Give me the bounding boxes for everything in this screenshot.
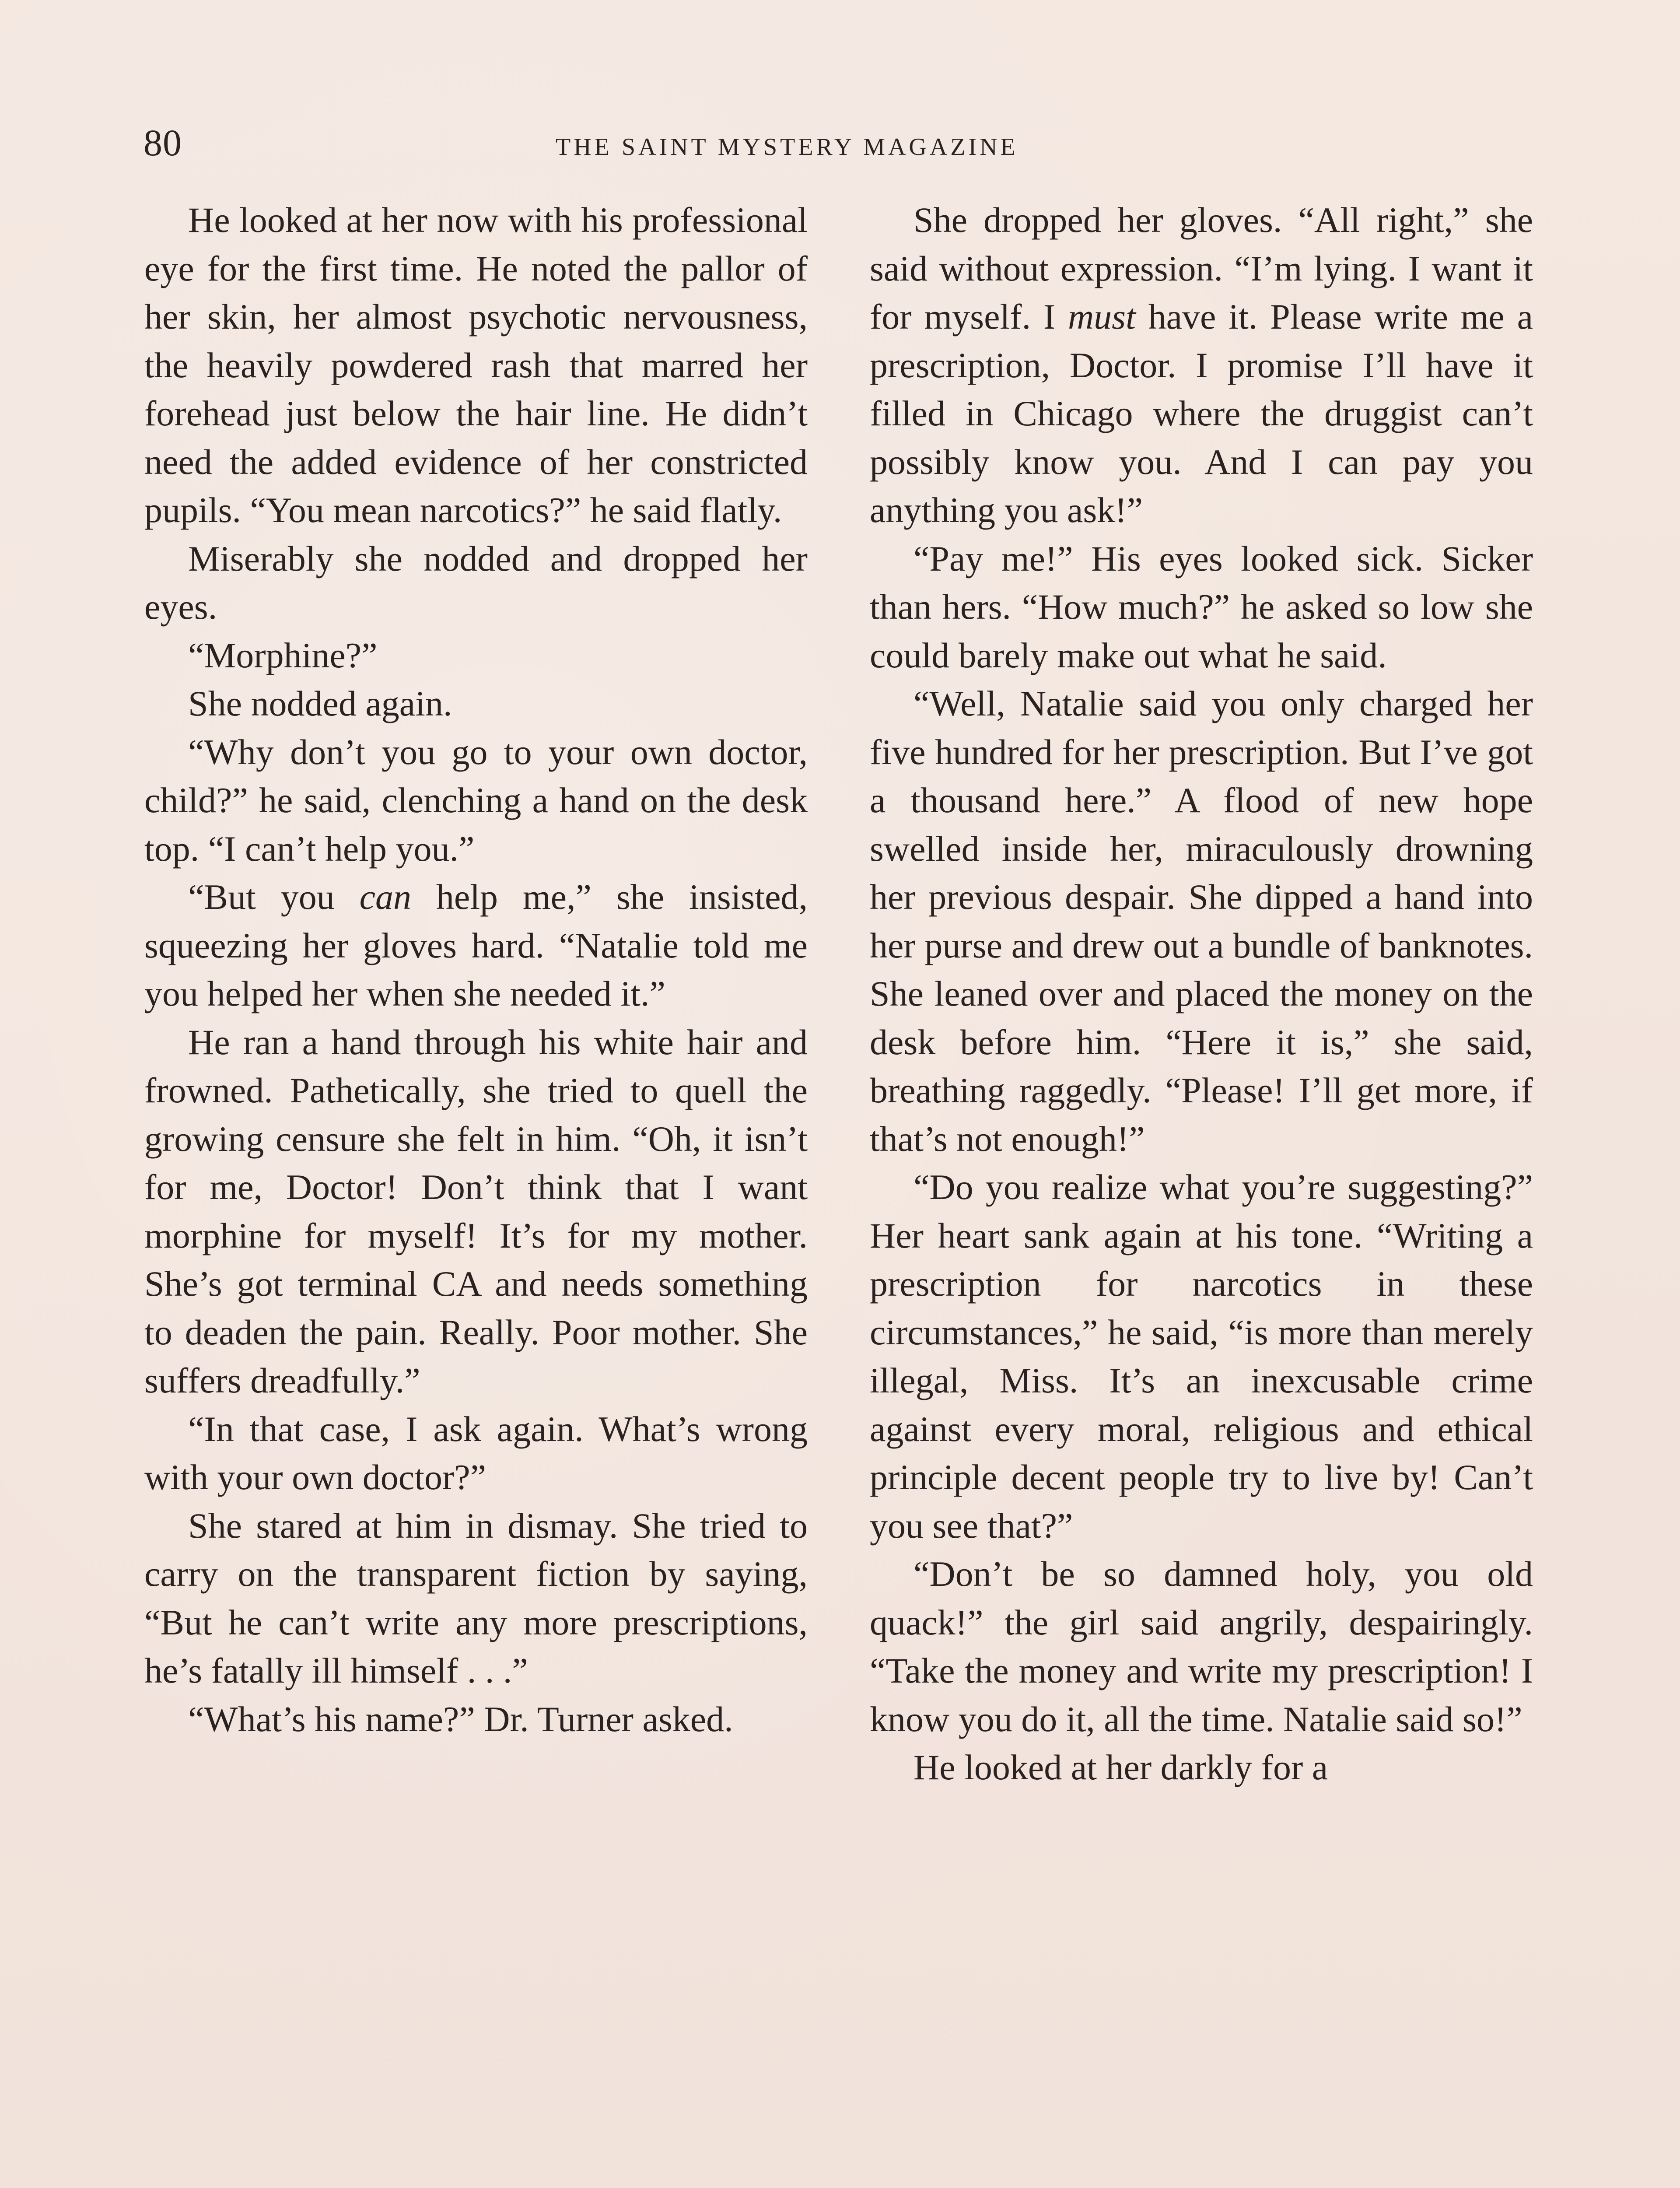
right-column [870,196,1533,1792]
page-number: 80 [144,122,182,164]
text-run: She dropped her gloves. “All right,” she said without expression. “I’m lying. I want it for myself. I [870,200,1533,337]
text-run: “But you [188,877,360,917]
paragraph [870,196,1533,535]
paragraph: He ran a hand through his white hair and frowned. Pathetically, she tried to quell the growing censure she felt in him. “Oh, it isn’t for me, Doctor! Don’t think that I want morphine for myself! It’s for my mother. She’s got terminal CA and needs something to deaden the pain. Really. Poor mother. She suffers dreadfully.” [144,1022,808,1400]
italic-text: can [359,877,411,917]
paragraph: “Do you realize what you’re suggesting?” Her heart sank again at his tone. “Writing a prescription for narcotics in these circumstances,” he said, “is more than merely illegal, Miss. It’s an inexcusable crime against every moral, religious and ethical principle decent people try to live by! Can’t you see that?” [870,1167,1533,1546]
paragraph: Miserably she nodded and dropped her eyes. [144,538,808,627]
italic-text: must [1068,297,1136,337]
text-run: help me,” she insisted, squeezing her gloves hard. “Natalie told me you helped her when she needed it.” [144,877,808,1013]
paragraph: He looked at her darkly for a [914,1747,1328,1787]
paragraph: “Why don’t you go to your own doctor, child?” he said, clenching a hand on the desk top. “I can’t help you.” [144,732,808,869]
paragraph: He looked at her now with his professional eye for the first time. He noted the pallor of her skin, her almost psychotic nervousness, the heavily powdered rash that marred her forehead just below the hair line. He didn’t need the added evidence of her constricted pupils. “You mean narcotics?” he said flatly. [144,200,808,530]
paragraph: She nodded again. [188,684,452,723]
paragraph: “Pay me!” His eyes looked sick. Sicker than hers. “How much?” he asked so low she could barely make out what he said. [870,538,1533,675]
paragraph: “Well, Natalie said you only charged her five hundred for her prescription. But I’ve got a thousand here.” A flood of new hope swelled inside her, miraculously drowning her previous despair. She dipped a hand into her purse and drew out a bundle of banknotes. She leaned over and placed the money on the desk before him. “Here it is,” she said, breathing raggedly. “Please! I’ll get more, if that’s not enough!” [870,684,1533,1159]
paragraph: “In that case, I ask again. What’s wrong with your own doctor?” [144,1409,808,1497]
paragraph: She stared at him in dismay. She tried to carry on the transparent fiction by saying, “But he can’t write any more prescriptions, he’s fatally ill himself . . .” [144,1505,808,1690]
text-run: have it. Please write me a prescription, Doctor. I promise I’ll have it filled in Chicago where the druggist can’t possibly know you. And I can pay you anything you ask!” [870,297,1533,530]
paragraph [144,873,808,1018]
running-head: THE SAINT MYSTERY MAGAZINE [556,133,1018,161]
paragraph: “Morphine?” [188,635,378,675]
left-column [144,196,808,1743]
paragraph: “Don’t be so damned holy, you old quack!” the girl said angrily, despairingly. “Take the money and write my prescription! I know you do it, all the time. Natalie said so!” [870,1554,1533,1739]
paragraph: “What’s his name?” Dr. Turner asked. [188,1699,733,1739]
